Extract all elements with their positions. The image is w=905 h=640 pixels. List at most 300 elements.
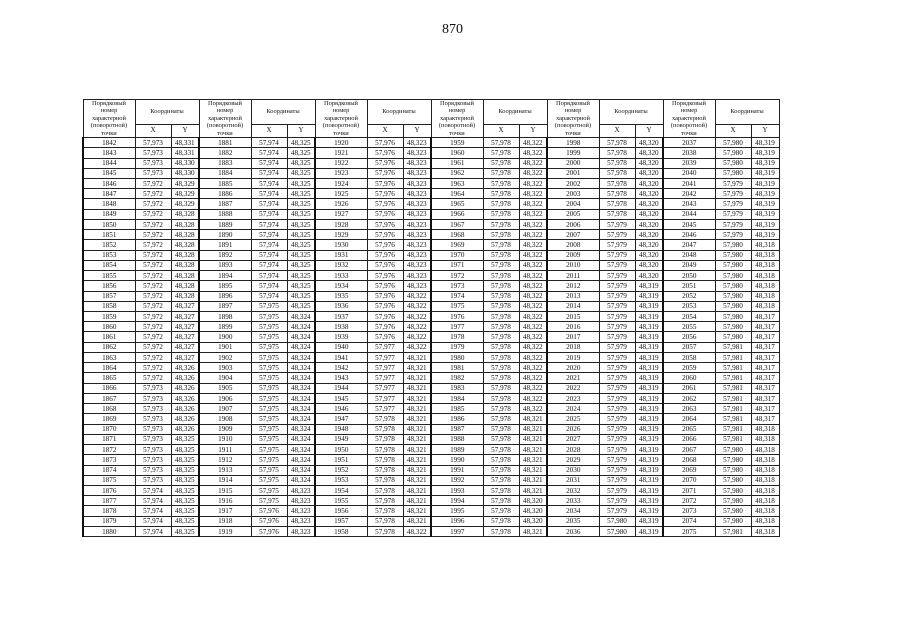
point-number-cell: 1896 bbox=[199, 291, 251, 301]
point-number-cell: 1856 bbox=[83, 281, 135, 291]
y-cell: 48,321 bbox=[403, 404, 431, 414]
y-cell: 48,319 bbox=[635, 383, 663, 393]
x-cell: 57,978 bbox=[599, 168, 635, 178]
y-cell: 48,322 bbox=[403, 301, 431, 311]
x-cell: 57,981 bbox=[715, 434, 751, 444]
point-number-cell: 1972 bbox=[431, 271, 483, 281]
y-cell: 48,321 bbox=[403, 506, 431, 516]
y-cell: 48,322 bbox=[519, 363, 547, 373]
y-cell: 48,324 bbox=[287, 465, 315, 475]
y-cell: 48,321 bbox=[403, 496, 431, 506]
x-cell: 57,978 bbox=[483, 455, 519, 465]
point-number-cell: 1895 bbox=[199, 281, 251, 291]
x-cell: 57,978 bbox=[599, 158, 635, 168]
point-number-cell: 1876 bbox=[83, 486, 135, 496]
y-cell: 48,322 bbox=[519, 332, 547, 342]
y-cell: 48,330 bbox=[171, 158, 199, 168]
point-number-cell: 1897 bbox=[199, 301, 251, 311]
x-cell: 57,978 bbox=[367, 475, 403, 485]
point-number-cell: 2062 bbox=[663, 393, 715, 403]
point-number-cell: 1875 bbox=[83, 475, 135, 485]
x-cell: 57,972 bbox=[135, 189, 171, 199]
table-row bbox=[83, 445, 779, 455]
x-cell: 57,979 bbox=[599, 373, 635, 383]
y-cell: 48,325 bbox=[287, 199, 315, 209]
y-cell: 48,322 bbox=[403, 526, 431, 536]
coordinates-header: Координаты bbox=[135, 100, 199, 125]
point-number-cell: 1885 bbox=[199, 178, 251, 188]
x-cell: 57,975 bbox=[251, 475, 287, 485]
y-cell: 48,323 bbox=[403, 281, 431, 291]
y-cell: 48,324 bbox=[287, 475, 315, 485]
point-number-cell: 2050 bbox=[663, 271, 715, 281]
x-cell: 57,976 bbox=[251, 526, 287, 536]
x-cell: 57,978 bbox=[367, 486, 403, 496]
point-number-cell: 1980 bbox=[431, 352, 483, 362]
x-cell: 57,979 bbox=[599, 393, 635, 403]
y-cell: 48,317 bbox=[751, 342, 779, 352]
y-cell: 48,327 bbox=[171, 322, 199, 332]
x-cell: 57,980 bbox=[715, 506, 751, 516]
point-number-cell: 1967 bbox=[431, 219, 483, 229]
x-cell: 57,976 bbox=[367, 148, 403, 158]
y-cell: 48,325 bbox=[287, 260, 315, 270]
point-number-cell: 1873 bbox=[83, 455, 135, 465]
point-number-header: Порядковый номер характерной (поворотной) точки bbox=[83, 100, 135, 138]
point-number-cell: 1864 bbox=[83, 363, 135, 373]
x-cell: 57,974 bbox=[251, 281, 287, 291]
table-row bbox=[83, 526, 779, 536]
x-cell: 57,974 bbox=[251, 178, 287, 188]
y-cell: 48,321 bbox=[403, 383, 431, 393]
x-cell: 57,978 bbox=[483, 475, 519, 485]
page-number: 870 bbox=[442, 22, 463, 37]
y-cell: 48,322 bbox=[519, 158, 547, 168]
x-cell: 57,975 bbox=[251, 496, 287, 506]
x-cell: 57,978 bbox=[483, 322, 519, 332]
point-number-cell: 2026 bbox=[547, 424, 599, 434]
y-cell: 48,318 bbox=[751, 281, 779, 291]
point-number-cell: 2028 bbox=[547, 445, 599, 455]
x-cell: 57,975 bbox=[251, 393, 287, 403]
x-cell: 57,979 bbox=[599, 506, 635, 516]
y-cell: 48,328 bbox=[171, 291, 199, 301]
x-cell: 57,978 bbox=[483, 434, 519, 444]
point-number-cell: 1849 bbox=[83, 209, 135, 219]
table-row bbox=[83, 178, 779, 188]
x-cell: 57,974 bbox=[135, 526, 171, 536]
x-cell: 57,979 bbox=[599, 424, 635, 434]
x-cell: 57,980 bbox=[715, 312, 751, 322]
y-cell: 48,319 bbox=[635, 373, 663, 383]
table-row bbox=[83, 434, 779, 444]
y-header: Y bbox=[171, 125, 199, 138]
y-cell: 48,322 bbox=[519, 322, 547, 332]
x-cell: 57,976 bbox=[367, 219, 403, 229]
point-number-cell: 2048 bbox=[663, 250, 715, 260]
x-cell: 57,980 bbox=[715, 148, 751, 158]
y-cell: 48,325 bbox=[287, 148, 315, 158]
y-cell: 48,328 bbox=[171, 281, 199, 291]
point-number-cell: 1889 bbox=[199, 219, 251, 229]
point-number-cell: 1912 bbox=[199, 455, 251, 465]
table-row bbox=[83, 230, 779, 240]
y-cell: 48,323 bbox=[287, 526, 315, 536]
x-cell: 57,974 bbox=[135, 486, 171, 496]
y-cell: 48,325 bbox=[171, 526, 199, 536]
x-cell: 57,980 bbox=[715, 138, 751, 148]
table-row bbox=[83, 506, 779, 516]
x-cell: 57,973 bbox=[135, 138, 171, 148]
point-number-cell: 1871 bbox=[83, 434, 135, 444]
x-cell: 57,979 bbox=[599, 260, 635, 270]
x-cell: 57,972 bbox=[135, 301, 171, 311]
point-number-cell: 1870 bbox=[83, 424, 135, 434]
point-number-cell: 2066 bbox=[663, 434, 715, 444]
y-cell: 48,319 bbox=[635, 506, 663, 516]
x-cell: 57,980 bbox=[715, 158, 751, 168]
point-number-cell: 1998 bbox=[547, 138, 599, 148]
point-number-cell: 1959 bbox=[431, 138, 483, 148]
y-cell: 48,326 bbox=[171, 424, 199, 434]
y-cell: 48,320 bbox=[635, 168, 663, 178]
point-number-cell: 2074 bbox=[663, 516, 715, 526]
y-cell: 48,319 bbox=[635, 363, 663, 373]
point-number-cell: 2009 bbox=[547, 250, 599, 260]
x-cell: 57,980 bbox=[715, 332, 751, 342]
x-cell: 57,977 bbox=[367, 383, 403, 393]
point-number-cell: 2056 bbox=[663, 332, 715, 342]
x-cell: 57,972 bbox=[135, 332, 171, 342]
point-number-cell: 1869 bbox=[83, 414, 135, 424]
y-cell: 48,321 bbox=[403, 352, 431, 362]
x-cell: 57,980 bbox=[715, 250, 751, 260]
x-cell: 57,973 bbox=[135, 168, 171, 178]
x-cell: 57,976 bbox=[367, 332, 403, 342]
x-cell: 57,972 bbox=[135, 199, 171, 209]
point-number-cell: 1960 bbox=[431, 148, 483, 158]
y-cell: 48,323 bbox=[403, 158, 431, 168]
x-cell: 57,973 bbox=[135, 158, 171, 168]
x-cell: 57,978 bbox=[483, 281, 519, 291]
y-cell: 48,318 bbox=[751, 486, 779, 496]
x-cell: 57,979 bbox=[599, 475, 635, 485]
y-header: Y bbox=[751, 125, 779, 138]
point-number-cell: 2001 bbox=[547, 168, 599, 178]
y-cell: 48,317 bbox=[751, 393, 779, 403]
point-number-cell: 2018 bbox=[547, 342, 599, 352]
point-number-cell: 2007 bbox=[547, 230, 599, 240]
y-cell: 48,319 bbox=[635, 526, 663, 536]
x-cell: 57,973 bbox=[135, 383, 171, 393]
point-number-cell: 2067 bbox=[663, 445, 715, 455]
y-cell: 48,318 bbox=[751, 526, 779, 536]
point-number-cell: 1892 bbox=[199, 250, 251, 260]
x-cell: 57,978 bbox=[367, 506, 403, 516]
point-number-cell: 1936 bbox=[315, 301, 367, 311]
point-number-cell: 1921 bbox=[315, 148, 367, 158]
y-cell: 48,322 bbox=[519, 138, 547, 148]
point-number-cell: 1996 bbox=[431, 516, 483, 526]
point-number-cell: 1923 bbox=[315, 168, 367, 178]
table-row bbox=[83, 373, 779, 383]
y-cell: 48,319 bbox=[751, 148, 779, 158]
point-number-cell: 1955 bbox=[315, 496, 367, 506]
coordinates-header: Координаты bbox=[599, 100, 663, 125]
table-row bbox=[83, 342, 779, 352]
x-cell: 57,978 bbox=[483, 250, 519, 260]
point-number-cell: 1986 bbox=[431, 414, 483, 424]
table-row bbox=[83, 516, 779, 526]
point-number-cell: 1851 bbox=[83, 230, 135, 240]
point-number-cell: 1894 bbox=[199, 271, 251, 281]
y-cell: 48,317 bbox=[751, 312, 779, 322]
point-number-cell: 2044 bbox=[663, 209, 715, 219]
x-cell: 57,976 bbox=[367, 271, 403, 281]
point-number-cell: 2072 bbox=[663, 496, 715, 506]
point-number-cell: 2043 bbox=[663, 199, 715, 209]
x-cell: 57,979 bbox=[599, 312, 635, 322]
table-row bbox=[83, 138, 779, 148]
x-cell: 57,981 bbox=[715, 526, 751, 536]
y-cell: 48,319 bbox=[635, 342, 663, 352]
table-row bbox=[83, 414, 779, 424]
x-cell: 57,978 bbox=[483, 404, 519, 414]
y-cell: 48,321 bbox=[403, 363, 431, 373]
x-cell: 57,978 bbox=[483, 230, 519, 240]
y-cell: 48,322 bbox=[519, 230, 547, 240]
x-cell: 57,976 bbox=[367, 199, 403, 209]
point-number-cell: 1906 bbox=[199, 393, 251, 403]
x-cell: 57,974 bbox=[135, 496, 171, 506]
y-cell: 48,323 bbox=[287, 486, 315, 496]
table-row bbox=[83, 209, 779, 219]
y-cell: 48,319 bbox=[751, 138, 779, 148]
x-cell: 57,975 bbox=[251, 332, 287, 342]
point-number-cell: 1883 bbox=[199, 158, 251, 168]
point-number-cell: 2046 bbox=[663, 230, 715, 240]
y-cell: 48,318 bbox=[751, 506, 779, 516]
x-cell: 57,976 bbox=[367, 240, 403, 250]
point-number-cell: 1927 bbox=[315, 209, 367, 219]
x-cell: 57,980 bbox=[715, 281, 751, 291]
y-header: Y bbox=[519, 125, 547, 138]
point-number-cell: 2052 bbox=[663, 291, 715, 301]
y-cell: 48,322 bbox=[519, 312, 547, 322]
x-cell: 57,975 bbox=[251, 414, 287, 424]
y-cell: 48,322 bbox=[519, 189, 547, 199]
y-cell: 48,318 bbox=[751, 271, 779, 281]
x-cell: 57,980 bbox=[715, 240, 751, 250]
y-cell: 48,319 bbox=[635, 486, 663, 496]
point-number-cell: 1907 bbox=[199, 404, 251, 414]
point-number-header: Порядковый номер характерной (поворотной) точки bbox=[315, 100, 367, 138]
x-cell: 57,979 bbox=[715, 230, 751, 240]
x-cell: 57,973 bbox=[135, 424, 171, 434]
point-number-cell: 2073 bbox=[663, 506, 715, 516]
y-cell: 48,325 bbox=[287, 250, 315, 260]
y-cell: 48,318 bbox=[751, 496, 779, 506]
table-row bbox=[83, 404, 779, 414]
y-cell: 48,327 bbox=[171, 332, 199, 342]
table-row bbox=[83, 189, 779, 199]
point-number-cell: 1935 bbox=[315, 291, 367, 301]
point-number-cell: 2017 bbox=[547, 332, 599, 342]
y-cell: 48,319 bbox=[635, 301, 663, 311]
y-cell: 48,331 bbox=[171, 148, 199, 158]
y-cell: 48,331 bbox=[171, 138, 199, 148]
y-cell: 48,318 bbox=[751, 475, 779, 485]
table-row bbox=[83, 455, 779, 465]
x-cell: 57,979 bbox=[715, 209, 751, 219]
y-cell: 48,323 bbox=[403, 240, 431, 250]
x-cell: 57,980 bbox=[715, 322, 751, 332]
point-number-cell: 2037 bbox=[663, 138, 715, 148]
point-number-cell: 2060 bbox=[663, 373, 715, 383]
point-number-cell: 1884 bbox=[199, 168, 251, 178]
x-cell: 57,973 bbox=[135, 434, 171, 444]
x-cell: 57,980 bbox=[715, 271, 751, 281]
y-cell: 48,329 bbox=[171, 178, 199, 188]
y-cell: 48,320 bbox=[635, 199, 663, 209]
point-number-cell: 1917 bbox=[199, 506, 251, 516]
x-cell: 57,978 bbox=[367, 434, 403, 444]
x-cell: 57,980 bbox=[715, 516, 751, 526]
y-cell: 48,317 bbox=[751, 332, 779, 342]
point-number-cell: 1857 bbox=[83, 291, 135, 301]
x-cell: 57,972 bbox=[135, 322, 171, 332]
point-number-cell: 1941 bbox=[315, 352, 367, 362]
point-number-cell: 1850 bbox=[83, 219, 135, 229]
y-cell: 48,325 bbox=[171, 475, 199, 485]
y-cell: 48,325 bbox=[171, 434, 199, 444]
x-cell: 57,978 bbox=[483, 168, 519, 178]
x-cell: 57,976 bbox=[251, 516, 287, 526]
coordinates-header: Координаты bbox=[715, 100, 779, 125]
x-cell: 57,977 bbox=[367, 363, 403, 373]
point-number-cell: 1985 bbox=[431, 404, 483, 414]
table-row bbox=[83, 424, 779, 434]
x-cell: 57,976 bbox=[367, 250, 403, 260]
x-cell: 57,978 bbox=[483, 199, 519, 209]
x-cell: 57,979 bbox=[599, 342, 635, 352]
y-cell: 48,329 bbox=[171, 199, 199, 209]
point-number-cell: 1887 bbox=[199, 199, 251, 209]
x-header: X bbox=[715, 125, 751, 138]
y-cell: 48,321 bbox=[403, 414, 431, 424]
point-number-cell: 1961 bbox=[431, 158, 483, 168]
x-cell: 57,979 bbox=[715, 178, 751, 188]
x-cell: 57,978 bbox=[483, 496, 519, 506]
point-number-cell: 1940 bbox=[315, 342, 367, 352]
x-cell: 57,978 bbox=[483, 189, 519, 199]
x-cell: 57,976 bbox=[367, 138, 403, 148]
x-cell: 57,972 bbox=[135, 312, 171, 322]
y-cell: 48,321 bbox=[519, 424, 547, 434]
point-number-cell: 1881 bbox=[199, 138, 251, 148]
point-number-cell: 1903 bbox=[199, 363, 251, 373]
y-cell: 48,329 bbox=[171, 189, 199, 199]
y-cell: 48,324 bbox=[287, 342, 315, 352]
point-number-cell: 1930 bbox=[315, 240, 367, 250]
point-number-cell: 1969 bbox=[431, 240, 483, 250]
x-cell: 57,978 bbox=[367, 414, 403, 424]
y-cell: 48,323 bbox=[403, 230, 431, 240]
y-cell: 48,328 bbox=[171, 240, 199, 250]
x-cell: 57,978 bbox=[483, 414, 519, 424]
x-cell: 57,978 bbox=[483, 383, 519, 393]
y-cell: 48,319 bbox=[635, 445, 663, 455]
x-cell: 57,979 bbox=[715, 189, 751, 199]
y-cell: 48,320 bbox=[635, 148, 663, 158]
point-number-cell: 1866 bbox=[83, 383, 135, 393]
point-number-cell: 1918 bbox=[199, 516, 251, 526]
table-row bbox=[83, 240, 779, 250]
x-cell: 57,978 bbox=[483, 260, 519, 270]
point-number-cell: 1966 bbox=[431, 209, 483, 219]
y-cell: 48,319 bbox=[751, 168, 779, 178]
x-cell: 57,978 bbox=[483, 373, 519, 383]
x-cell: 57,972 bbox=[135, 363, 171, 373]
x-cell: 57,977 bbox=[367, 373, 403, 383]
y-cell: 48,321 bbox=[403, 486, 431, 496]
y-cell: 48,324 bbox=[287, 414, 315, 424]
y-cell: 48,324 bbox=[287, 312, 315, 322]
x-cell: 57,977 bbox=[367, 342, 403, 352]
point-number-cell: 1865 bbox=[83, 373, 135, 383]
x-cell: 57,979 bbox=[599, 455, 635, 465]
coordinates-header: Координаты bbox=[483, 100, 547, 125]
y-cell: 48,328 bbox=[171, 271, 199, 281]
y-cell: 48,322 bbox=[519, 168, 547, 178]
point-number-cell: 1934 bbox=[315, 281, 367, 291]
x-cell: 57,977 bbox=[367, 393, 403, 403]
x-cell: 57,972 bbox=[135, 209, 171, 219]
x-cell: 57,978 bbox=[483, 332, 519, 342]
point-number-cell: 2055 bbox=[663, 322, 715, 332]
point-number-cell: 1852 bbox=[83, 240, 135, 250]
x-cell: 57,978 bbox=[483, 393, 519, 403]
point-number-cell: 2023 bbox=[547, 393, 599, 403]
x-cell: 57,974 bbox=[251, 189, 287, 199]
point-number-cell: 2016 bbox=[547, 322, 599, 332]
x-cell: 57,978 bbox=[367, 445, 403, 455]
y-cell: 48,319 bbox=[635, 434, 663, 444]
point-number-cell: 2041 bbox=[663, 178, 715, 188]
point-number-cell: 2031 bbox=[547, 475, 599, 485]
y-cell: 48,327 bbox=[171, 301, 199, 311]
y-cell: 48,326 bbox=[171, 383, 199, 393]
x-cell: 57,981 bbox=[715, 414, 751, 424]
x-cell: 57,979 bbox=[599, 445, 635, 455]
point-number-cell: 2024 bbox=[547, 404, 599, 414]
x-header: X bbox=[599, 125, 635, 138]
x-cell: 57,974 bbox=[251, 158, 287, 168]
y-cell: 48,320 bbox=[635, 260, 663, 270]
x-cell: 57,980 bbox=[715, 168, 751, 178]
y-cell: 48,319 bbox=[635, 281, 663, 291]
x-cell: 57,980 bbox=[715, 260, 751, 270]
point-number-cell: 1899 bbox=[199, 322, 251, 332]
x-cell: 57,979 bbox=[599, 404, 635, 414]
table-row bbox=[83, 168, 779, 178]
point-number-header: Порядковый номер характерной (поворотной) точки bbox=[547, 100, 599, 138]
x-cell: 57,978 bbox=[483, 486, 519, 496]
y-cell: 48,324 bbox=[287, 404, 315, 414]
point-number-cell: 1860 bbox=[83, 322, 135, 332]
x-cell: 57,972 bbox=[135, 271, 171, 281]
x-cell: 57,981 bbox=[715, 342, 751, 352]
